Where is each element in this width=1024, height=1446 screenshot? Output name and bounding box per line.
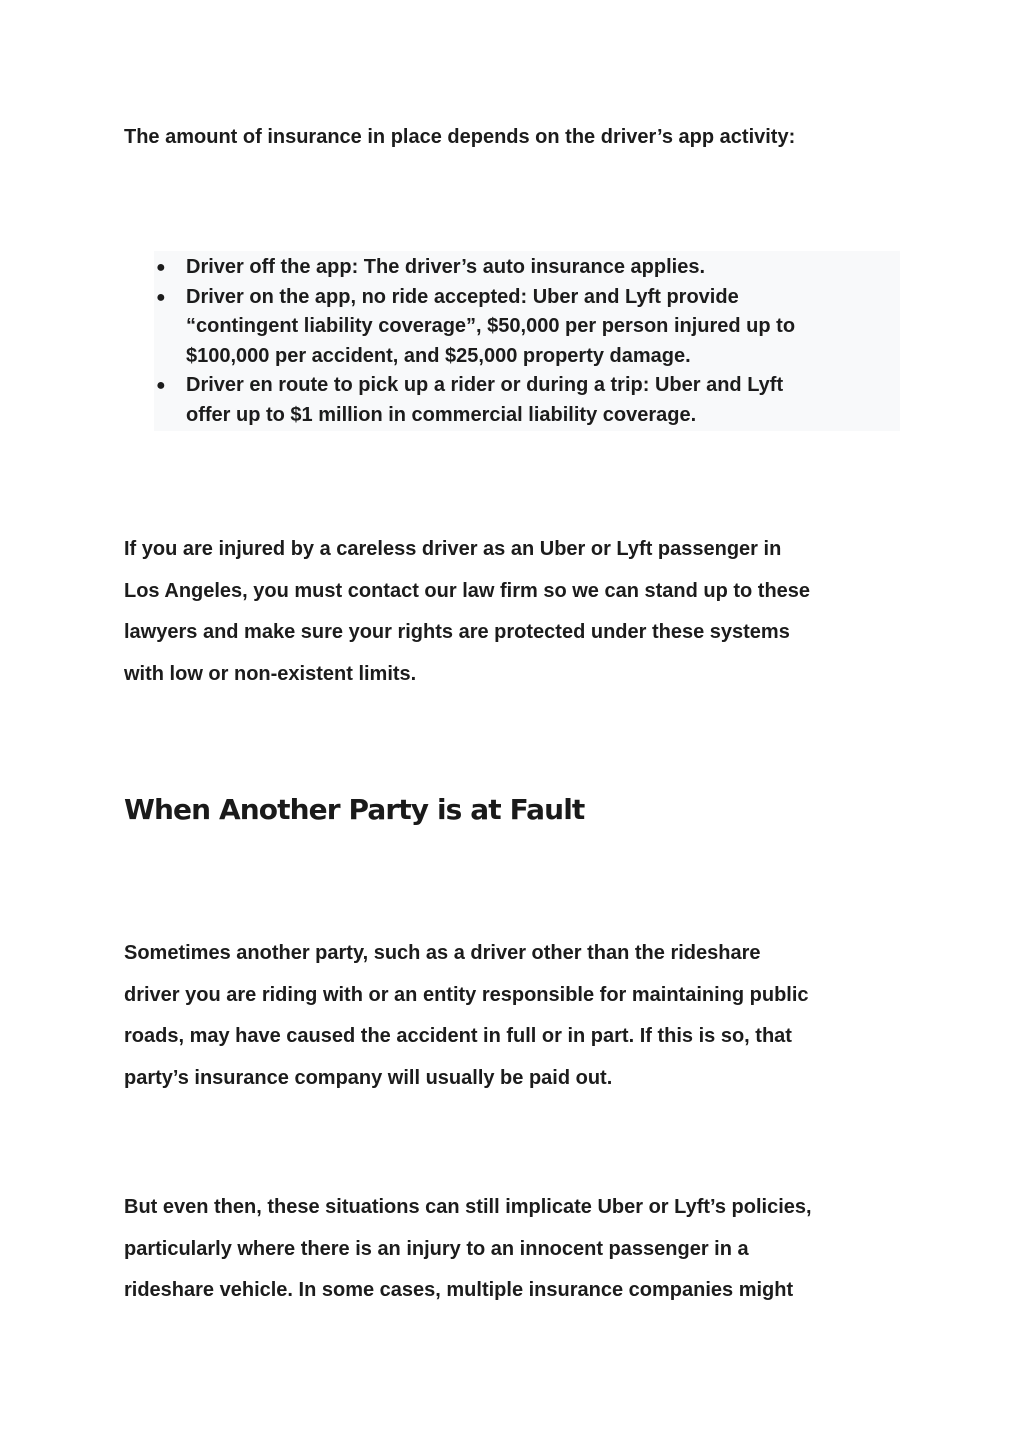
paragraph-line: roads, may have caused the accident in full or in part. If this is so, that (124, 1025, 792, 1047)
paragraph-line: But even then, these situations can still implicate Uber or Lyft’s policies, (124, 1196, 812, 1218)
paragraph-line: Sometimes another party, such as a driver other than the rideshare (124, 942, 761, 964)
policies-paragraph (124, 1187, 904, 1312)
bullet-icon: ● (156, 377, 166, 394)
paragraph-line: with low or non-existent limits. (124, 662, 417, 685)
list-item-line: Driver en route to pick up a rider or during a trip: Uber and Lyft (186, 374, 784, 396)
paragraph-line: party’s insurance company will usually be paid out. (124, 1066, 613, 1089)
list-item (154, 283, 874, 372)
list-item (154, 371, 874, 430)
injured-passenger-paragraph (124, 529, 904, 695)
list-item-line: Driver off the app: The driver’s auto insurance applies. (186, 256, 706, 278)
paragraph-line: If you are injured by a careless driver as an Uber or Lyft passenger in (124, 538, 782, 560)
list-item (154, 253, 874, 283)
paragraph-line: particularly where there is an injury to an innocent passenger in a (124, 1237, 749, 1260)
bullet-icon: ● (156, 259, 166, 276)
list-item-line: offer up to $1 million in commercial liability coverage. (186, 403, 697, 426)
paragraph-line: lawyers and make sure your rights are protected under these systems (124, 621, 790, 643)
list-item-line: “contingent liability coverage”, $50,000 per person injured up to (186, 315, 796, 337)
list-item-line: $100,000 per accident, and $25,000 property damage. (186, 344, 691, 367)
coverage-list-box (154, 251, 900, 431)
paragraph-line: Los Angeles, you must contact our law firm so we can stand up to these (124, 579, 811, 602)
intro-paragraph: The amount of insurance in place depends on the driver’s app activity: (124, 126, 796, 148)
paragraph-line: rideshare vehicle. In some cases, multiple insurance companies might (124, 1279, 794, 1301)
section-heading: When Another Party is at Fault (124, 793, 585, 826)
paragraph-line: driver you are riding with or an entity responsible for maintaining public (124, 983, 809, 1006)
bullet-icon: ● (156, 288, 166, 306)
coverage-list (154, 253, 874, 430)
list-item-line: Driver on the app, no ride accepted: Uber and Lyft provide (186, 285, 739, 308)
another-party-paragraph (124, 933, 904, 1099)
